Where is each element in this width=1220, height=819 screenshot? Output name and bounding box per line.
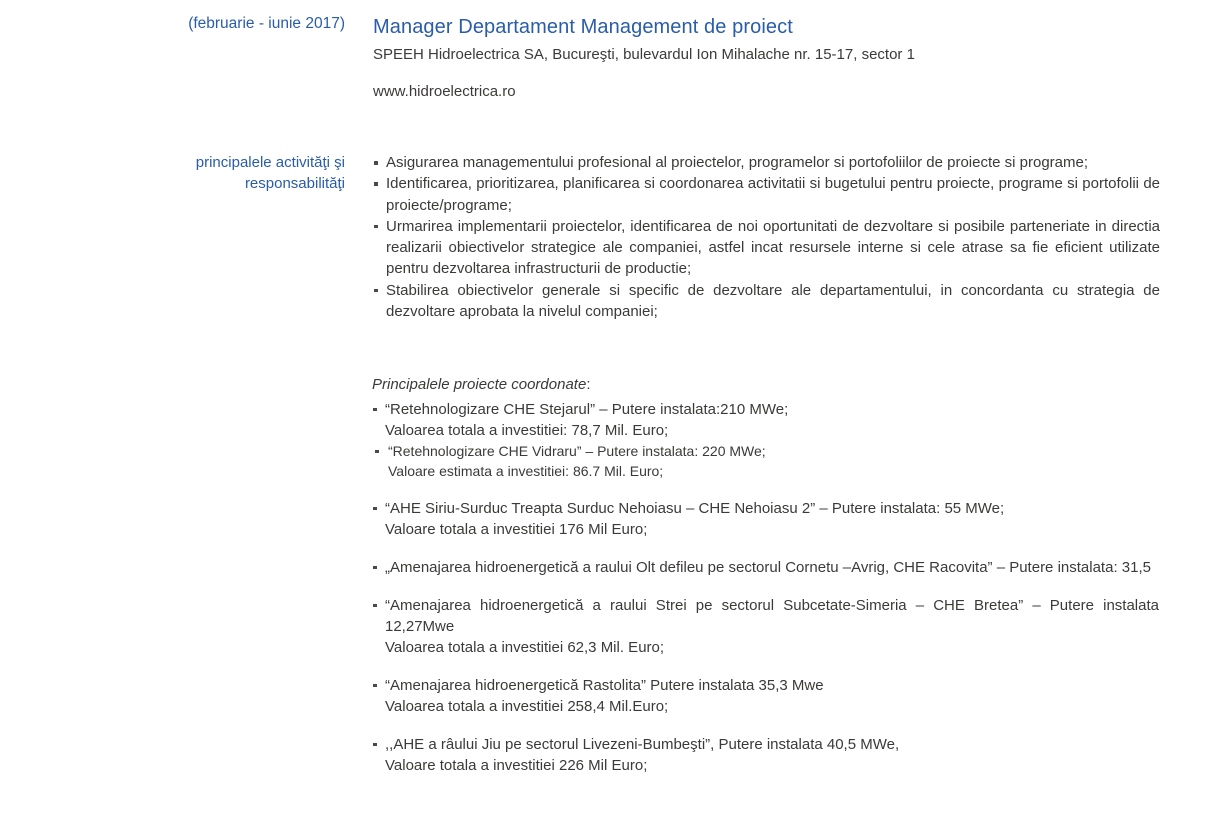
project-spacer	[372, 717, 1159, 734]
responsibilities-list	[373, 152, 1160, 322]
project-investment-value: Valoare totala a investitiei 226 Mil Euro;	[385, 757, 648, 774]
project-item	[372, 595, 1159, 658]
project-investment-value: Valoare estimata a investitiei: 86.7 Mil. Euro;	[388, 463, 664, 479]
project-title: “Amenajarea hidroenergetică a raului Strei pe sectorul Subcetate-Simeria – CHE Bretea” – Putere instalata 12,27Mwe	[385, 597, 1159, 635]
responsibilities-content-column	[373, 152, 1160, 322]
projects-heading	[372, 374, 1159, 395]
responsibility-item: Urmarirea implementarii proiectelor, identificarea de noi oportunitati de dezvoltare si posibile parteneriate in directia realizarii obiectivelor strategice ale companiei, astfel incat resursele interne si cele atrase sa fie eficient utilizate pentru dezvoltarea infrastructurii de productie;	[373, 216, 1160, 280]
project-title: ,,AHE a râului Jiu pe sectorul Livezeni-Bumbeşti”, Putere instalata 40,5 MWe,	[385, 736, 900, 753]
responsibility-item: Identificarea, prioritizarea, planificarea si coordonarea activitatii si bugetului pentru proiecte, programe si portofolii de proiecte/programe;	[373, 173, 1160, 216]
project-title: „Amenajarea hidroenergetică a raului Olt defileu pe sectorul Cornetu –Avrig, CHE Racovita” – Putere instalata: 31,5	[385, 559, 1151, 576]
project-item	[372, 399, 1159, 441]
project-title: “AHE Siriu-Surduc Treapta Surduc Nehoiasu – CHE Nehoiasu 2” – Putere instalata: 55 MWe;	[385, 500, 1005, 517]
entry-details-column	[373, 14, 1160, 102]
project-investment-value: Valoarea totala a investitiei 62,3 Mil. Euro;	[385, 639, 665, 656]
project-spacer	[372, 578, 1159, 595]
responsibilities-section	[155, 152, 1160, 322]
project-spacer	[372, 658, 1159, 675]
projects-heading-text: Principalele proiecte coordonate	[372, 376, 587, 393]
project-title: “Retehnologizare CHE Vidraru” – Putere instalata: 220 MWe;	[388, 443, 766, 459]
project-item	[372, 557, 1159, 578]
responsibilities-label-column	[155, 152, 345, 322]
project-title: “Retehnologizare CHE Stejarul” – Putere instalata:210 MWe;	[385, 401, 789, 418]
project-item	[372, 734, 1159, 776]
responsibility-item: Asigurarea managementului profesional al proiectelor, programelor si portofoliilor de proiecte si programe;	[373, 152, 1160, 173]
project-item	[372, 441, 1159, 481]
employer-website: www.hidroelectrica.ro	[373, 83, 516, 100]
project-investment-value: Valoarea totala a investitiei 258,4 Mil.Euro;	[385, 698, 669, 715]
project-spacer	[372, 481, 1159, 498]
responsibilities-label-line-1: principalele activităţi şi	[195, 154, 345, 171]
employer-address: SPEEH Hidroelectrica SA, Bucureşti, bulevardul Ion Mihalache nr. 15-17, sector 1	[373, 46, 915, 63]
project-item	[372, 498, 1159, 540]
project-spacer	[372, 540, 1159, 557]
projects-heading-colon: :	[586, 376, 591, 393]
project-investment-value: Valoarea totala a investitiei: 78,7 Mil. Euro;	[385, 422, 669, 439]
responsibilities-label-line-2: responsabilităţi	[244, 175, 345, 192]
projects-section	[372, 374, 1159, 776]
responsibility-item: Stabilirea obiectivelor generale si specific de dezvoltare ale departamentului, in concordanta cu strategia de dezvoltare aprobata la nivelul companiei;	[373, 280, 1160, 323]
project-title: “Amenajarea hidroenergetică Rastolita” Putere instalata 35,3 Mwe	[385, 677, 824, 694]
experience-entry-header	[155, 14, 1160, 102]
date-range-column	[155, 14, 345, 102]
project-item	[372, 675, 1159, 717]
projects-list	[372, 399, 1159, 776]
project-investment-value: Valoare totala a investitiei 176 Mil Euro;	[385, 521, 648, 538]
responsibilities-label	[155, 152, 345, 194]
date-range-label: (februarie - iunie 2017)	[188, 15, 345, 32]
job-title: Manager Departament Management de proiect	[373, 16, 793, 38]
